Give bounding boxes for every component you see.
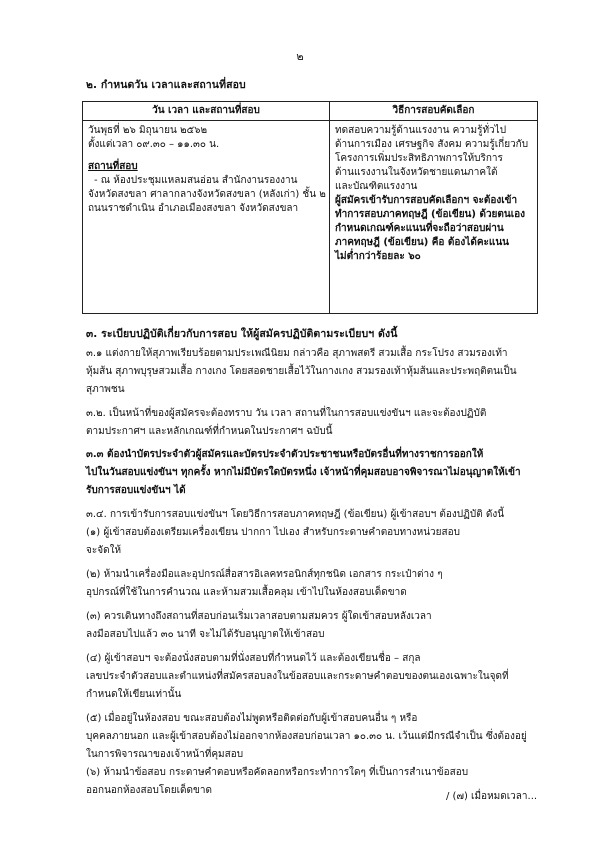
- paragraph-3-4-line: (๑) ผู้เข้าสอบต้องเตรียมเครื่องเขียน ปากกา ไปเอง สำหรับกระดาษคำตอบทางหน่วยสอบ: [86, 527, 460, 538]
- method-bold-line: ทำการสอบภาคทฤษฎี (ข้อเขียน) ด้วยตนเอง: [335, 209, 526, 220]
- method-bold-line: กำหนดเกณฑ์คะแนนที่จะถือว่าสอบผ่าน: [335, 223, 504, 234]
- paragraph-3-4-line: (๕) เมื่ออยู่ในห้องสอบ ขณะสอบต้องไม่พูดหรือติดต่อกับผู้เข้าสอบคนอื่น ๆ หรือ: [86, 713, 418, 724]
- col-header-date-time-place: วัน เวลา และสถานที่สอบ: [83, 102, 330, 121]
- table-header-row: [83, 102, 538, 121]
- paragraph-3-4-line: เลขประจำตัวสอบและตำแหน่งที่สมัครสอบลงในข้อสอบและกระดาษคำตอบของตนเองเฉพาะในจุดที่: [86, 671, 509, 682]
- paragraph-3-4-line: (๓) ควรเดินทางถึงสถานที่สอบก่อนเริ่มเวลาสอบตามสมควร ผู้ใดเข้าสอบหลังเวลา: [86, 611, 432, 622]
- exam-date: วันพุธที่ ๒๖ มิถุนายน ๒๕๖๒: [88, 125, 208, 136]
- exam-method-cell: [330, 121, 538, 314]
- method-bold-line: ภาคทฤษฎี (ข้อเขียน) คือ ต้องได้คะแนน: [335, 237, 510, 248]
- location-line: จังหวัดสงขลา ศาลากลางจังหวัดสงขลา (หลังเก่า) ชั้น ๒: [88, 189, 326, 200]
- location-title: สถานที่สอบ: [88, 161, 138, 172]
- section-3-heading: ๓. ระเบียบปฏิบัติเกี่ยวกับการสอบ ให้ผู้สมัครปฏิบัติตามระเบียบฯ ดังนี้: [86, 328, 398, 340]
- paragraph-3-4-line: ๓.๔. การเข้ารับการสอบแข่งขันฯ โดยวิธีการสอบภาคทฤษฎี (ข้อเขียน) ผู้เข้าสอบฯ ต้องปฏิบัติ ดังนี้: [86, 509, 505, 520]
- page-number: ๒: [296, 50, 304, 63]
- paragraph-3-4-line: กำหนดให้เขียนเท่านั้น: [86, 689, 182, 700]
- paragraph-3-4-line: อุปกรณ์ที่ใช้ในการคำนวณ และห้ามสวมเสื้อคลุม เข้าไปในห้องสอบเด็ดขาด: [86, 587, 407, 598]
- paragraph-3-3-line: รับการสอบแข่งขันฯ ได้: [86, 485, 186, 496]
- method-bold-line: ผู้สมัครเข้ารับการสอบคัดเลือกฯ จะต้องเข้า: [335, 195, 518, 206]
- paragraph-3-1-line: ๓.๑ แต่งกายให้สุภาพเรียบร้อยตามประเพณีนิยม กล่าวคือ สุภาพสตรี สวมเสื้อ กระโปรง สวมรองเท้า: [86, 348, 508, 359]
- continuation-note: / (๗) เมื่อหมดเวลา...: [446, 791, 538, 802]
- method-line: ด้านการเมือง เศรษฐกิจ สังคม ความรู้เกี่ยวกับ: [335, 139, 529, 150]
- paragraph-3-4-line: ออกนอกห้องสอบโดยเด็ดขาด: [86, 785, 212, 796]
- method-line: ด้านแรงงานในจังหวัดชายแดนภาคใต้: [335, 167, 498, 178]
- paragraph-3-3-line: ๓.๓ ต้องนำบัตรประจำตัวผู้สมัครและบัตรประจำตัวประชาชนหรือบัตรอื่นที่ทางราชการออกให้: [86, 449, 484, 460]
- location-line: ถนนราชดำเนิน อำเภอเมืองสงขลา จังหวัดสงขลา: [88, 203, 299, 214]
- paragraph-3-2-line: ๓.๒. เป็นหน้าที่ของผู้สมัครจะต้องทราบ วัน เวลา สถานที่ในการสอบแข่งขันฯ และจะต้องปฏิบัติ: [86, 408, 487, 419]
- paragraph-3-4-line: (๖) ห้ามนำข้อสอบ กระดาษคำตอบหรือคัดลอกหรือกระทำการใดๆ ที่เป็นการสำเนาข้อสอบ: [86, 767, 469, 778]
- paragraph-3-4-line: (๒) ห้ามนำเครื่องมือและอุปกรณ์สื่อสารอิเลคทรอนิกส์ทุกชนิด เอกสาร กระเป๋าต่าง ๆ: [86, 569, 443, 580]
- date-time-place-cell: [83, 121, 330, 314]
- paragraph-3-4-line: บุคคลภายนอก และผู้เข้าสอบต้องไม่ออกจากห้องสอบก่อนเวลา ๑๐.๓๐ น. เว้นแต่มีกรณีจำเป็น ซึ่งต้องอยู่: [86, 731, 527, 742]
- method-bold-line: ไม่ต่ำกว่าร้อยละ ๖๐: [335, 251, 421, 262]
- paragraph-3-4-line: ในการพิจารณาของเจ้าหน้าที่คุมสอบ: [86, 749, 244, 760]
- col-header-exam-method: วิธีการสอบคัดเลือก: [330, 102, 538, 121]
- paragraph-3-4-line: จะจัดให้: [86, 545, 122, 556]
- exam-schedule-table: [82, 101, 538, 314]
- paragraph-3-1-line: สุภาพชน: [86, 384, 125, 395]
- paragraph-3-4-line: ลงมือสอบไปแล้ว ๓๐ นาที จะไม่ได้รับอนุญาตให้เข้าสอบ: [86, 629, 325, 640]
- paragraph-3-3-line: ไปในวันสอบแข่งขันฯ ทุกครั้ง หากไม่มีบัตรใดบัตรหนึ่ง เจ้าหน้าที่คุมสอบอาจพิจารณาไม่อนุญาตให้เข้า: [86, 467, 521, 478]
- method-line: ทดสอบความรู้ด้านแรงงาน ความรู้ทั่วไป: [335, 125, 507, 136]
- location-line: - ณ ห้องประชุมแหลมสนอ่อน สำนักงานรองงาน: [94, 175, 298, 186]
- section-2-heading: ๒. กำหนดวัน เวลาและสถานที่สอบ: [86, 79, 246, 91]
- paragraph-3-4-line: (๔) ผู้เข้าสอบฯ จะต้องนั่งสอบตามที่นั่งสอบที่กำหนดไว้ และต้องเขียนชื่อ – สกุล: [86, 653, 421, 664]
- method-line: และบัณฑิตแรงงาน: [335, 181, 418, 192]
- paragraph-3-2-line: ตามประกาศฯ และหลักเกณฑ์ที่กำหนดในประกาศฯ ฉบับนี้: [86, 426, 333, 437]
- method-line: โครงการเพิ่มประสิทธิภาพการให้บริการ: [335, 153, 503, 164]
- table-row: [83, 121, 538, 314]
- exam-time: ตั้งแต่เวลา ๐๙.๓๐ – ๑๑.๓๐ น.: [88, 139, 220, 150]
- paragraph-3-1-line: หุ้มส้น สุภาพบุรุษสวมเสื้อ กางเกง โดยสอดชายเสื้อไว้ในกางเกง สวมรองเท้าหุ้มส้นและประพฤติตนเป็น: [86, 366, 517, 377]
